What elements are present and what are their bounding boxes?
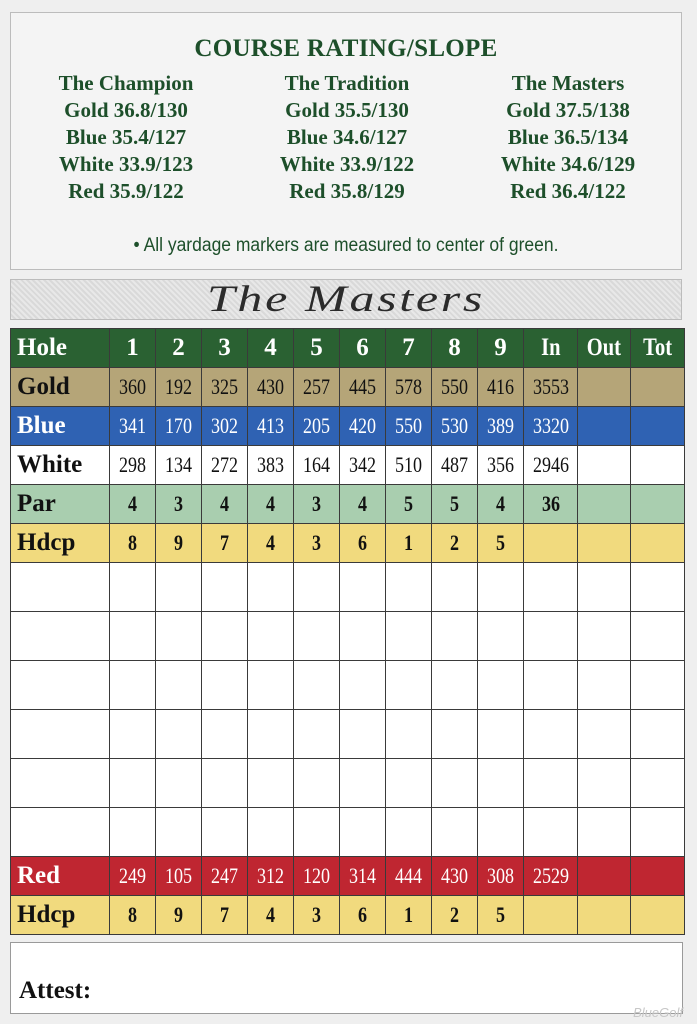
score-cell[interactable] xyxy=(478,759,524,808)
handicap-row-bottom-hole-2: 9 xyxy=(156,896,202,935)
handicap-row-hole-9: 5 xyxy=(478,524,524,563)
par-row-in: 36 xyxy=(524,485,578,524)
gold-tee-row xyxy=(11,368,685,407)
course-banner xyxy=(10,279,682,320)
score-cell[interactable] xyxy=(340,661,386,710)
red-tee-row-hole-6: 314 xyxy=(340,857,386,896)
handicap-row-out xyxy=(578,524,631,563)
blue-tee-row-tot xyxy=(631,407,685,446)
handicap-row-tot xyxy=(631,524,685,563)
score-cell[interactable] xyxy=(294,563,340,612)
white-tee-row-hole-8: 487 xyxy=(432,446,478,485)
handicap-row-hole-1: 8 xyxy=(110,524,156,563)
score-cell[interactable] xyxy=(524,808,578,857)
blue-tee-row-hole-2: 170 xyxy=(156,407,202,446)
handicap-row-bottom-hole-6: 6 xyxy=(340,896,386,935)
gold-tee-row-hole-3: 325 xyxy=(202,368,248,407)
score-cell[interactable] xyxy=(294,612,340,661)
red-tee-row-hole-4: 312 xyxy=(248,857,294,896)
gold-tee-row-in: 3553 xyxy=(524,368,578,407)
score-cell[interactable] xyxy=(386,661,432,710)
handicap-row-hole-2: 9 xyxy=(156,524,202,563)
par-row-hole-6: 4 xyxy=(340,485,386,524)
score-cell[interactable] xyxy=(110,808,156,857)
score-cell[interactable] xyxy=(432,563,478,612)
score-cell[interactable] xyxy=(524,612,578,661)
score-cell[interactable] xyxy=(340,710,386,759)
hole-number-5: 5 xyxy=(294,329,340,368)
white-tee-row-hole-9: 356 xyxy=(478,446,524,485)
white-tee-row-hole-7: 510 xyxy=(386,446,432,485)
blue-tee-row-hole-4: 413 xyxy=(248,407,294,446)
rating-line: White 34.6/129 xyxy=(500,152,636,176)
gold-tee-row-hole-8: 550 xyxy=(432,368,478,407)
score-cell[interactable] xyxy=(386,710,432,759)
white-tee-row-hole-5: 164 xyxy=(294,446,340,485)
score-cell[interactable] xyxy=(248,563,294,612)
score-cell[interactable] xyxy=(202,563,248,612)
score-cell[interactable] xyxy=(294,808,340,857)
player-score-row[interactable] xyxy=(11,661,685,710)
score-cell[interactable] xyxy=(11,710,110,759)
score-cell[interactable] xyxy=(386,612,432,661)
score-cell[interactable] xyxy=(248,661,294,710)
red-tee-row-hole-9: 308 xyxy=(478,857,524,896)
score-cell[interactable] xyxy=(202,808,248,857)
hole-header-row xyxy=(11,329,685,368)
white-tee-row-in: 2946 xyxy=(524,446,578,485)
red-tee-row-hole-7: 444 xyxy=(386,857,432,896)
score-cell[interactable] xyxy=(478,661,524,710)
handicap-row-bottom-hole-1: 8 xyxy=(110,896,156,935)
handicap-row-hole-5: 3 xyxy=(294,524,340,563)
score-cell[interactable] xyxy=(202,661,248,710)
rating-title: COURSE RATING/SLOPE xyxy=(194,35,498,62)
yardage-note: • All yardage markers are measured to center of green. xyxy=(133,235,559,256)
par-row xyxy=(11,485,685,524)
score-cell[interactable] xyxy=(432,661,478,710)
score-cell[interactable] xyxy=(11,563,110,612)
score-cell[interactable] xyxy=(110,661,156,710)
score-cell[interactable] xyxy=(578,710,631,759)
score-cell[interactable] xyxy=(386,808,432,857)
score-cell[interactable] xyxy=(631,563,685,612)
white-tee-row-label: White xyxy=(11,446,110,485)
score-cell[interactable] xyxy=(578,661,631,710)
score-cell[interactable] xyxy=(340,612,386,661)
score-cell[interactable] xyxy=(294,759,340,808)
hole-number-7: 7 xyxy=(386,329,432,368)
gold-tee-row-hole-9: 416 xyxy=(478,368,524,407)
course-rating-masters xyxy=(463,70,673,205)
score-cell[interactable] xyxy=(578,563,631,612)
red-tee-row-label: Red xyxy=(11,857,110,896)
score-cell[interactable] xyxy=(202,759,248,808)
handicap-row-bottom-hole-8: 2 xyxy=(432,896,478,935)
par-row-hole-3: 4 xyxy=(202,485,248,524)
course-rating-tradition xyxy=(242,70,452,205)
handicap-row-bottom-hole-3: 7 xyxy=(202,896,248,935)
score-cell[interactable] xyxy=(156,808,202,857)
score-cell[interactable] xyxy=(340,759,386,808)
rating-line: Red 35.9/122 xyxy=(68,179,184,203)
gold-tee-row-label: Gold xyxy=(11,368,110,407)
white-tee-row-hole-6: 342 xyxy=(340,446,386,485)
hole-number-8: 8 xyxy=(432,329,478,368)
gold-tee-row-hole-2: 192 xyxy=(156,368,202,407)
par-row-hole-7: 5 xyxy=(386,485,432,524)
blue-tee-row-hole-6: 420 xyxy=(340,407,386,446)
hole-number-2: 2 xyxy=(156,329,202,368)
scorecard-table xyxy=(10,328,685,935)
header-tot: Tot xyxy=(631,329,685,368)
gold-tee-row-hole-6: 445 xyxy=(340,368,386,407)
score-cell[interactable] xyxy=(524,759,578,808)
white-tee-row-tot xyxy=(631,446,685,485)
score-cell[interactable] xyxy=(631,808,685,857)
par-row-out xyxy=(578,485,631,524)
handicap-row-hole-8: 2 xyxy=(432,524,478,563)
score-cell[interactable] xyxy=(156,710,202,759)
blue-tee-row-in: 3320 xyxy=(524,407,578,446)
hole-number-3: 3 xyxy=(202,329,248,368)
score-cell[interactable] xyxy=(202,710,248,759)
score-cell[interactable] xyxy=(11,759,110,808)
hole-number-4: 4 xyxy=(248,329,294,368)
header-in: In xyxy=(524,329,578,368)
blue-tee-row xyxy=(11,407,685,446)
handicap-row-bottom-hole-9: 5 xyxy=(478,896,524,935)
white-tee-row xyxy=(11,446,685,485)
hole-number-1: 1 xyxy=(110,329,156,368)
red-tee-row-hole-5: 120 xyxy=(294,857,340,896)
blue-tee-row-hole-3: 302 xyxy=(202,407,248,446)
par-row-hole-4: 4 xyxy=(248,485,294,524)
course-name: The Champion xyxy=(58,71,194,95)
watermark-logo: BlueGolf xyxy=(633,1005,683,1020)
red-tee-row-hole-3: 247 xyxy=(202,857,248,896)
par-row-hole-9: 4 xyxy=(478,485,524,524)
handicap-row-bottom-in xyxy=(524,896,578,935)
handicap-row-hole-7: 1 xyxy=(386,524,432,563)
score-cell[interactable] xyxy=(631,759,685,808)
red-tee-row-in: 2529 xyxy=(524,857,578,896)
red-tee-row xyxy=(11,857,685,896)
handicap-row-hole-4: 4 xyxy=(248,524,294,563)
player-score-row[interactable] xyxy=(11,759,685,808)
par-row-label: Par xyxy=(11,485,110,524)
handicap-row-bottom-hole-7: 1 xyxy=(386,896,432,935)
course-banner-title: The Masters xyxy=(206,279,486,320)
score-cell[interactable] xyxy=(432,710,478,759)
rating-line: White 33.9/123 xyxy=(58,152,194,176)
score-cell[interactable] xyxy=(578,759,631,808)
rating-line: White 33.9/122 xyxy=(279,152,415,176)
score-cell[interactable] xyxy=(524,563,578,612)
score-cell[interactable] xyxy=(248,710,294,759)
par-row-hole-5: 3 xyxy=(294,485,340,524)
score-cell[interactable] xyxy=(294,710,340,759)
score-cell[interactable] xyxy=(202,612,248,661)
rating-line: Blue 36.5/134 xyxy=(507,125,629,149)
handicap-row xyxy=(11,524,685,563)
handicap-row-hole-3: 7 xyxy=(202,524,248,563)
score-cell[interactable] xyxy=(432,612,478,661)
score-cell[interactable] xyxy=(524,661,578,710)
attest-box[interactable] xyxy=(10,942,683,1014)
white-tee-row-out xyxy=(578,446,631,485)
score-cell[interactable] xyxy=(294,661,340,710)
rating-line: Red 36.4/122 xyxy=(510,179,626,203)
hole-header-label: Hole xyxy=(11,329,110,368)
score-cell[interactable] xyxy=(110,612,156,661)
gold-tee-row-hole-7: 578 xyxy=(386,368,432,407)
handicap-row-label: Hdcp xyxy=(11,524,110,563)
score-cell[interactable] xyxy=(631,661,685,710)
score-cell[interactable] xyxy=(524,710,578,759)
player-score-row[interactable] xyxy=(11,612,685,661)
red-tee-row-tot xyxy=(631,857,685,896)
gold-tee-row-tot xyxy=(631,368,685,407)
handicap-row-bottom-tot xyxy=(631,896,685,935)
handicap-row-bottom-hole-4: 4 xyxy=(248,896,294,935)
handicap-row-bottom-label: Hdcp xyxy=(11,896,110,935)
white-tee-row-hole-4: 383 xyxy=(248,446,294,485)
header-out: Out xyxy=(578,329,631,368)
red-tee-row-hole-1: 249 xyxy=(110,857,156,896)
score-cell[interactable] xyxy=(156,661,202,710)
course-name: The Tradition xyxy=(284,71,410,95)
hole-number-9: 9 xyxy=(478,329,524,368)
score-cell[interactable] xyxy=(478,563,524,612)
rating-line: Blue 34.6/127 xyxy=(286,125,408,149)
player-score-row[interactable] xyxy=(11,710,685,759)
score-cell[interactable] xyxy=(340,563,386,612)
score-cell[interactable] xyxy=(110,563,156,612)
score-cell[interactable] xyxy=(386,563,432,612)
par-row-hole-8: 5 xyxy=(432,485,478,524)
par-row-hole-1: 4 xyxy=(110,485,156,524)
handicap-row-bottom-out xyxy=(578,896,631,935)
blue-tee-row-hole-5: 205 xyxy=(294,407,340,446)
score-cell[interactable] xyxy=(248,612,294,661)
blue-tee-row-hole-8: 530 xyxy=(432,407,478,446)
score-cell[interactable] xyxy=(340,808,386,857)
handicap-row-hole-6: 6 xyxy=(340,524,386,563)
handicap-row-bottom xyxy=(11,896,685,935)
rating-line: Gold 37.5/138 xyxy=(506,98,630,122)
blue-tee-row-hole-1: 341 xyxy=(110,407,156,446)
red-tee-row-out xyxy=(578,857,631,896)
blue-tee-row-out xyxy=(578,407,631,446)
score-cell[interactable] xyxy=(156,612,202,661)
course-rating-champion xyxy=(21,70,231,205)
score-cell[interactable] xyxy=(11,612,110,661)
score-cell[interactable] xyxy=(386,759,432,808)
rating-line: Blue 35.4/127 xyxy=(65,125,187,149)
attest-label: Attest: xyxy=(19,977,92,1004)
blue-tee-row-hole-7: 550 xyxy=(386,407,432,446)
score-cell[interactable] xyxy=(578,808,631,857)
score-cell[interactable] xyxy=(478,612,524,661)
course-rating-panel xyxy=(10,12,682,270)
gold-tee-row-hole-5: 257 xyxy=(294,368,340,407)
white-tee-row-hole-3: 272 xyxy=(202,446,248,485)
rating-line: Gold 36.8/130 xyxy=(64,98,188,122)
par-row-hole-2: 3 xyxy=(156,485,202,524)
gold-tee-row-hole-1: 360 xyxy=(110,368,156,407)
white-tee-row-hole-1: 298 xyxy=(110,446,156,485)
player-score-row[interactable] xyxy=(11,563,685,612)
score-cell[interactable] xyxy=(110,759,156,808)
blue-tee-row-label: Blue xyxy=(11,407,110,446)
score-cell[interactable] xyxy=(110,710,156,759)
handicap-row-bottom-hole-5: 3 xyxy=(294,896,340,935)
score-cell[interactable] xyxy=(11,661,110,710)
score-cell[interactable] xyxy=(11,808,110,857)
score-cell[interactable] xyxy=(248,808,294,857)
blue-tee-row-hole-9: 389 xyxy=(478,407,524,446)
red-tee-row-hole-2: 105 xyxy=(156,857,202,896)
score-cell[interactable] xyxy=(432,759,478,808)
handicap-row-in xyxy=(524,524,578,563)
par-row-tot xyxy=(631,485,685,524)
score-cell[interactable] xyxy=(156,759,202,808)
score-cell[interactable] xyxy=(478,808,524,857)
score-cell[interactable] xyxy=(578,612,631,661)
score-cell[interactable] xyxy=(156,563,202,612)
score-cell[interactable] xyxy=(478,710,524,759)
score-cell[interactable] xyxy=(631,612,685,661)
red-tee-row-hole-8: 430 xyxy=(432,857,478,896)
gold-tee-row-hole-4: 430 xyxy=(248,368,294,407)
rating-line: Red 35.8/129 xyxy=(289,179,405,203)
score-cell[interactable] xyxy=(432,808,478,857)
hole-number-6: 6 xyxy=(340,329,386,368)
score-cell[interactable] xyxy=(248,759,294,808)
white-tee-row-hole-2: 134 xyxy=(156,446,202,485)
course-name: The Masters xyxy=(511,71,625,95)
player-score-row[interactable] xyxy=(11,808,685,857)
gold-tee-row-out xyxy=(578,368,631,407)
score-cell[interactable] xyxy=(631,710,685,759)
rating-line: Gold 35.5/130 xyxy=(285,98,409,122)
